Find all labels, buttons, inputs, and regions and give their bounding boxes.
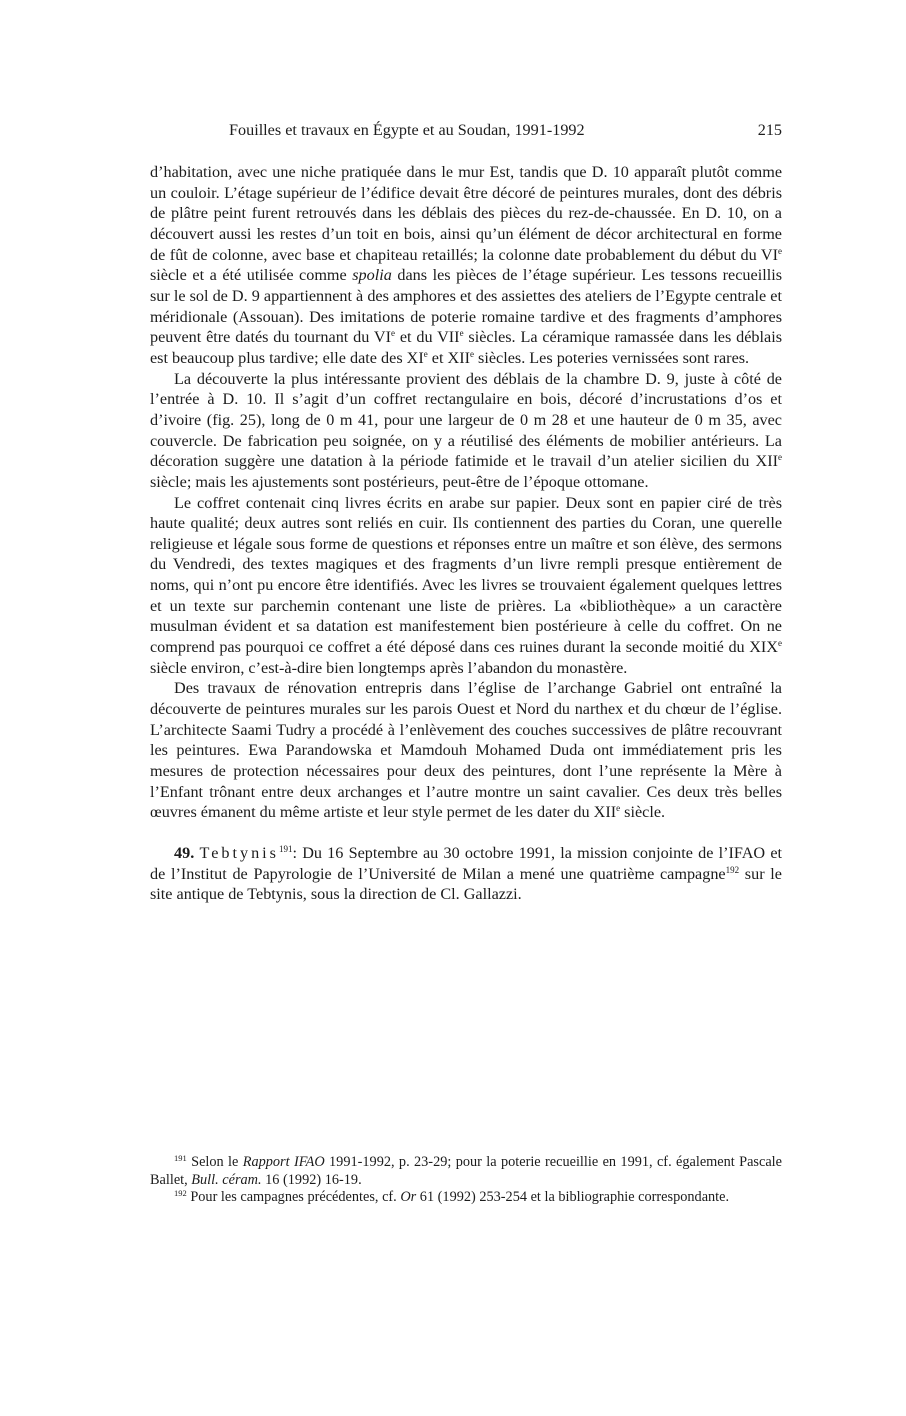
footnote-mark: 191 [174, 1153, 187, 1163]
text-run: siècle; mais les ajustements sont postérieurs, peut-être de l’époque ottomane. [150, 472, 649, 491]
paragraph-2 [150, 369, 782, 493]
text-run: et du VII [394, 328, 460, 347]
text-run: La découverte la plus intéressante provient des déblais de la chambre D. 9, juste à côté de l’entrée à D. 10. Il s’agit d’un coffret rectangulaire en bois, décoré d’incrustations d’os et d’ivoire (fig. 25), long de 0 m 41, pour une largeur de 0 m 28 et une hauteur de 0 m 35, avec couvercle. De fabrication peu soignée, on y a réutilisé des éléments de mobilier antérieurs. La décoration suggère une datation à la période fatimide et le travail d’un atelier sicilien du XII [150, 369, 782, 471]
text-run: 1991-1992, p. 23-29; pour la poterie recueillie en 1991, cf. également Pascale Ballet, [150, 1154, 782, 1188]
footnotes [150, 1154, 782, 1207]
section-number: 49. [174, 844, 195, 862]
paragraph-4 [150, 678, 782, 823]
text-run: et XII [427, 348, 470, 367]
paragraph-5-tebtynis [150, 843, 782, 905]
text-run: siècle. [620, 803, 666, 822]
running-header [150, 121, 782, 143]
footnote-191 [150, 1154, 782, 1189]
text-run: d’habitation, avec une niche pratiquée dans le mur Est, tandis que D. 10 apparaît plutôt comme un couloir. L’étage supérieur de l’édifice devait être décoré de peintures murales, dont des débris de plâtre peint furent retrouvés dans les déblais des pièces du rez-de-chaussée. En D. 10, on a découvert aussi les restes d’un toit en bois, ainsi qu’un élément de décor architectural en forme de fût de colonne, avec base et chapiteau retaillés; la colonne date probablement du début du VI [150, 163, 782, 264]
text-run: siècle et a été utilisée comme [150, 266, 353, 285]
text-run: siècles. La céramique ramassée dans les déblais est beaucoup plus tardive; elle date des XI [150, 328, 782, 367]
main-text [150, 162, 782, 905]
text-run: dans les pièces de l’étage supérieur. Les tessons recueillis sur le sol de D. 9 appartiennent à des amphores et des assiettes des ateliers de l’Egypte centrale et méridionale (Assouan). Des imitations de poterie romaine tardive et des fragments d’amphores peuvent être datés du tournant du VI [150, 266, 782, 347]
superscript: e [390, 328, 395, 339]
text-run: siècles. Les poteries vernissées sont rares. [474, 348, 750, 367]
text-run: : Du 16 Septembre au 30 octobre 1991, la mission conjointe de l’IFAO et de l’Institut de Papyrologie de l’Université de Milan a mené une quatrième campagne [150, 844, 782, 883]
footnote-ref-191[interactable]: 191 [278, 844, 293, 854]
italic-term: Or [400, 1189, 417, 1205]
text-run: Pour les campagnes précédentes, cf. [186, 1189, 401, 1205]
superscript: e [778, 245, 782, 256]
site-name: Tebtynis [199, 844, 279, 862]
text-run: 61 (1992) 253-254 et la bibliographie correspondante. [416, 1189, 730, 1205]
text-run: 16 (1992) 16-19. [261, 1171, 362, 1188]
superscript: e [778, 638, 782, 649]
italic-term: spolia [352, 266, 392, 285]
superscript: e [423, 348, 428, 359]
text-run: Des travaux de rénovation entrepris dans l’église de l’archange Gabriel ont entraîné la découverte de peintures murales sur les parois Ouest et Nord du narthex et du chœur de l’église. L’architecte Saami Tudry a procédé à l’enlèvement des couches successives de plâtre recouvrant les peintures. Ewa Parandowska et Mamdouh Mohamed Duda ont immédiatement pris les mesures de protection nécessaires pour deux des peintures, dont l’une représente la Mère à l’Enfant trônant entre deux archanges et l’autre montre un saint cavalier. Ces deux très belles œuvres émanent du même artiste et leur style permet de les dater du XII [150, 679, 782, 822]
text-run: siècle environ, c’est-à-dire bien longtemps après l’abandon du monastère. [150, 658, 628, 677]
paragraph-1 [150, 162, 782, 369]
superscript: e [778, 452, 782, 463]
italic-term: Rapport IFAO [242, 1154, 325, 1170]
paragraph-3 [150, 493, 782, 679]
footnote-192 [150, 1189, 782, 1207]
footnote-mark: 192 [174, 1188, 187, 1198]
running-title: Fouilles et travaux en Égypte et au Soudan, 1991-1992 [229, 121, 585, 139]
text-run: Le coffret contenait cinq livres écrits en arabe sur papier. Deux sont en papier ciré de très haute qualité; deux autres sont reliés en cuir. Ils contiennent des parties du Coran, une querelle religieuse et légale sous forme de questions et réponses entre un maître et son élève, des sermons du Vendredi, des textes magiques et des fragments d’un livre rempli presque entièrement de noms, qui n’ont pu encore être identifiés. Avec les livres se trouvaient également quelques lettres et un texte sur parchemin contenant une liste de prières. La «bibliothèque» a un caractère musulman évident et sa datation est manifestement bien postérieure à celle du coffret. On ne comprend pas pourquoi ce coffret a été déposé dans ces ruines durant la seconde moitié du XIX [150, 493, 782, 657]
superscript: e [616, 803, 621, 814]
superscript: e [470, 348, 474, 359]
footnote-ref-192[interactable]: 192 [725, 864, 740, 875]
text-run: sur le site antique de Tebtynis, sous la direction de Cl. Gallazzi. [150, 864, 782, 904]
text-run: Selon le [186, 1154, 243, 1170]
page-number: 215 [757, 121, 782, 139]
superscript: e [459, 328, 464, 339]
italic-term: Bull. céram. [191, 1171, 262, 1188]
